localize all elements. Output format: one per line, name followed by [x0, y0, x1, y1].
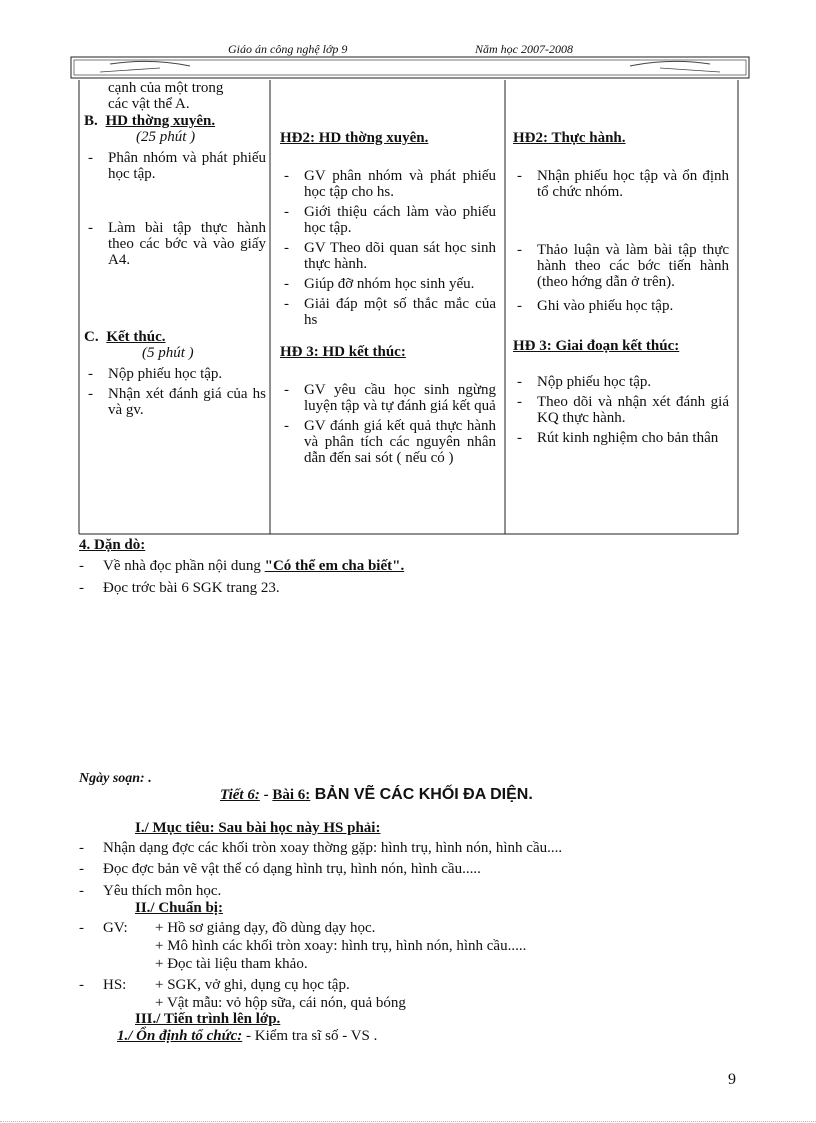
hs-line-1: - HS: + SGK, vở ghi, dụng cụ học tập. — [79, 977, 350, 993]
cont-line-2: các vật thể A. — [108, 96, 190, 112]
hd2-practice-heading: HĐ2: Thực hành. — [513, 130, 626, 146]
objective-item: - Nhận dạng đợc các khối tròn xoay thờng gặp: hình trụ, hình nón, hình cầu.... — [79, 840, 563, 856]
preparation-heading: II./ Chuẩn bị: — [135, 900, 223, 916]
section-c-title: Kết thúc. — [106, 329, 166, 345]
list-item: - Giới thiệu cách làm vào phiếu học tập. — [284, 204, 496, 236]
procedure-heading: III./ Tiến trình lên lớp. — [135, 1011, 281, 1027]
hd3-heading: HĐ 3: HD kết thúc: — [280, 344, 406, 360]
list-item: - Nhận phiếu học tập và ổn định tổ chức nhóm. — [517, 168, 729, 200]
list-item: - Ghi vào phiếu học tập. — [517, 298, 674, 314]
table-col-teacher-activity — [280, 130, 496, 466]
list-item: - Phân nhóm và phát phiếu học tập. — [88, 150, 266, 182]
section-b-label: B. — [84, 113, 98, 129]
homework-title: 4. Dặn dò: — [79, 537, 146, 553]
list-item: - Giúp đỡ nhóm học sinh yếu. — [284, 276, 475, 292]
table-col-teacher-steps — [84, 80, 266, 418]
lesson-number: Bài 6: — [272, 787, 311, 803]
list-item: - GV đánh giá kết quả thực hành và phân tích các nguyên nhân dẫn đến sai sót ( nếu có ) — [284, 418, 496, 466]
list-item: - Làm bài tập thực hành theo các bớc và vào giấy A4. — [88, 220, 266, 268]
section-b-heading — [84, 113, 266, 129]
objectives-heading: I./ Mục tiêu: Sau bài học này HS phải: — [135, 820, 381, 836]
list-item: - GV Theo dõi quan sát học sinh thực hành. — [284, 240, 496, 272]
section-b-title: HD thờng xuyên. — [105, 113, 216, 129]
objective-item: - Yêu thích môn học. — [79, 883, 222, 899]
section-b-time: (25 phút ) — [136, 129, 196, 145]
lesson-title-line: Tiết 6: - Bài 6: BẢN VẼ CÁC KHỐI ĐA DIỆN. — [220, 786, 533, 803]
list-item: - Rút kinh nghiệm cho bản thân — [517, 430, 719, 446]
footer-dotted-rule — [0, 1121, 816, 1122]
hs-label: HS: — [103, 977, 127, 993]
section-c-label: C. — [84, 329, 99, 345]
list-item: - Nhận xét đánh giá của hs và gv. — [88, 386, 266, 418]
hd3-end-heading: HĐ 3: Giai đoạn kết thúc: — [513, 338, 680, 354]
homework-line-1: - Về nhà đọc phần nội dung "Có thể em cha biết". — [79, 558, 405, 574]
gv-line-1: - GV: + Hồ sơ giảng dạy, đồ dùng dạy học. — [79, 920, 376, 936]
list-item: - GV yêu cầu học sinh ngừng luyện tập và tự đánh giá kết quả — [284, 382, 496, 414]
list-item: - Nộp phiếu học tập. — [88, 366, 223, 382]
page-number: 9 — [728, 1071, 736, 1088]
prep-date-label: Ngày soạn: . — [79, 771, 152, 786]
class-org-line: 1./ Ổn định tổ chức: - Kiểm tra sĩ số - VS . — [117, 1028, 378, 1044]
header-right: Năm học 2007-2008 — [475, 42, 573, 56]
list-item: - Giải đáp một số thắc mắc của hs — [284, 296, 496, 328]
hd2-heading: HĐ2: HD thờng xuyên. — [280, 130, 429, 146]
objective-item: - Đọc đợc bản vẽ vật thể có dạng hình trụ, hình nón, hình cầu..... — [79, 861, 481, 877]
class-org-heading: 1./ Ổn định tổ chức: — [117, 1028, 243, 1044]
gv-line-2: + Mô hình các khối tròn xoay: hình trụ, hình nón, hình cầu..... — [155, 938, 527, 954]
list-item: - Theo dõi và nhận xét đánh giá KQ thực hành. — [517, 394, 729, 426]
lesson-period: Tiết 6: — [220, 787, 260, 803]
gv-label: GV: — [103, 920, 128, 936]
list-item: - Nộp phiếu học tập. — [517, 374, 652, 390]
cont-line-1: cạnh của một trong — [108, 80, 224, 96]
homework-line-2: - Đọc trớc bài 6 SGK trang 23. — [79, 580, 280, 596]
gv-line-3: + Đọc tài liệu tham khảo. — [155, 956, 308, 972]
list-item: - Thảo luận và làm bài tập thực hành theo các bớc tiến hành (theo hớng dẫn ở trên). — [517, 242, 729, 290]
header-left: Giáo án công nghệ lớp 9 — [228, 42, 348, 56]
section-c-time: (5 phút ) — [142, 345, 194, 361]
hs-line-2: + Vật mẫu: vỏ hộp sữa, cái nón, quả bóng — [155, 995, 406, 1011]
table-col-student-activity — [513, 130, 729, 446]
list-item: - GV phân nhóm và phát phiếu học tập cho hs. — [284, 168, 496, 200]
lesson-title: BẢN VẼ CÁC KHỐI ĐA DIỆN. — [310, 786, 533, 803]
homework-reading-link: "Có thể em cha biết". — [264, 558, 405, 574]
section-c-heading — [84, 329, 266, 345]
